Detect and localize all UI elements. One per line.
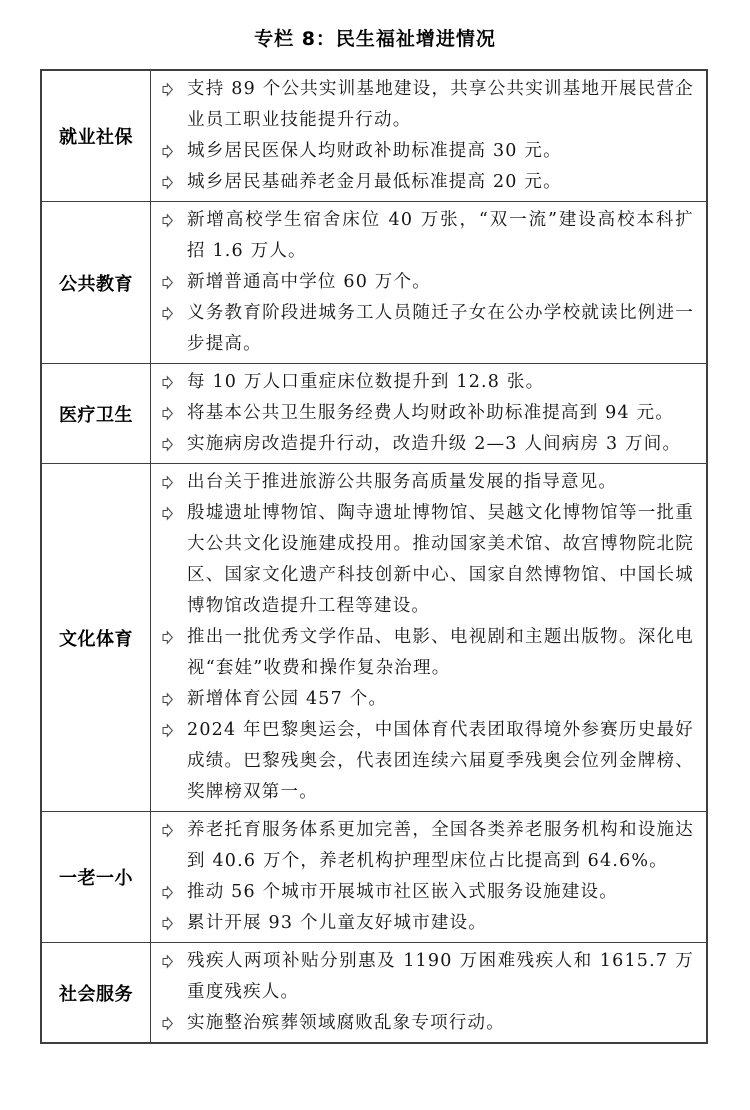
- bullet-item: [151, 622, 694, 684]
- bullet-text: 2024 年巴黎奥运会，中国体育代表团取得境外参赛历史最好成绩。巴黎残奥会，代表团连续六届夏季残奥会位列金牌榜、奖牌榜双第一。: [187, 720, 694, 802]
- bullet-text: 城乡居民医保人均财政补助标准提高 30 元。: [187, 141, 562, 161]
- bullet-text: 殷墟遗址博物馆、陶寺遗址博物馆、吴越文化博物馆等一批重大公共文化设施建成投用。推动国家美术馆、故宫博物院北院区、国家文化遗产科技创新中心、国家自然博物馆、中国长城博物馆改造提升工程等建设。: [187, 503, 694, 616]
- arrow-bullet-icon: [161, 1016, 174, 1031]
- bullet-item: [151, 498, 694, 622]
- category-items: [151, 70, 708, 202]
- bullet-item: [151, 815, 694, 877]
- bullet-text: 义务教育阶段进城务工人员随迁子女在公办学校就读比例进一步提高。: [187, 303, 694, 354]
- category-items: [151, 812, 708, 943]
- bullet-item: [151, 298, 694, 360]
- bullet-item: [151, 398, 694, 429]
- arrow-bullet-icon: [161, 306, 174, 321]
- arrow-bullet-icon: [161, 630, 174, 645]
- bullet-text: 城乡居民基础养老金月最低标准提高 20 元。: [187, 172, 562, 192]
- bullet-item: [151, 167, 694, 198]
- arrow-bullet-icon: [161, 692, 174, 707]
- arrow-bullet-icon: [161, 437, 174, 452]
- table-row-1: [41, 202, 707, 364]
- bullet-text: 出台关于推进旅游公共服务高质量发展的指导意见。: [187, 472, 618, 492]
- table-row-2: [41, 364, 707, 464]
- bullet-item: [151, 946, 694, 1008]
- category-label: 医疗卫生: [41, 364, 151, 464]
- bullet-text: 推出一批优秀文学作品、电影、电视剧和主题出版物。深化电视“套娃”收费和操作复杂治理。: [187, 627, 694, 678]
- category-items: [151, 943, 708, 1044]
- arrow-bullet-icon: [161, 475, 174, 490]
- bullet-text: 实施整治殡葬领域腐败乱象专项行动。: [187, 1013, 505, 1033]
- bullet-text: 推动 56 个城市开展城市社区嵌入式服务设施建设。: [187, 882, 618, 902]
- category-items: [151, 364, 708, 464]
- arrow-bullet-icon: [161, 823, 174, 838]
- table-row-0: [41, 70, 707, 202]
- category-label: 公共教育: [41, 202, 151, 364]
- category-label: 文化体育: [41, 464, 151, 812]
- category-label: 社会服务: [41, 943, 151, 1044]
- arrow-bullet-icon: [161, 144, 174, 159]
- bullet-item: [151, 684, 694, 715]
- welfare-table: [40, 69, 708, 1044]
- welfare-table-body: [41, 70, 707, 1043]
- bullet-item: [151, 74, 694, 136]
- arrow-bullet-icon: [161, 916, 174, 931]
- bullet-item: [151, 467, 694, 498]
- bullet-item: [151, 136, 694, 167]
- page-title: 专栏 8：民生福祉增进情况: [254, 28, 496, 50]
- bullet-text: 养老托育服务体系更加完善，全国各类养老服务机构和设施达到 40.6 万个，养老机构护理型床位占比提高到 64.6%。: [187, 820, 694, 871]
- bullet-text: 支持 89 个公共实训基地建设，共享公共实训基地开展民营企业员工职业技能提升行动。: [187, 79, 694, 130]
- arrow-bullet-icon: [161, 175, 174, 190]
- bullet-item: [151, 1008, 694, 1039]
- arrow-bullet-icon: [161, 275, 174, 290]
- bullet-text: 将基本公共卫生服务经费人均财政补助标准提高到 94 元。: [187, 403, 674, 423]
- bullet-text: 新增高校学生宿舍床位 40 万张，“双一流”建设高校本科扩招 1.6 万人。: [187, 210, 694, 261]
- bullet-text: 每 10 万人口重症床位数提升到 12.8 张。: [187, 372, 545, 392]
- arrow-bullet-icon: [161, 406, 174, 421]
- table-row-3: [41, 464, 707, 812]
- arrow-bullet-icon: [161, 82, 174, 97]
- bullet-item: [151, 715, 694, 808]
- bullet-item: [151, 429, 694, 460]
- arrow-bullet-icon: [161, 885, 174, 900]
- arrow-bullet-icon: [161, 213, 174, 228]
- category-label: 一老一小: [41, 812, 151, 943]
- bullet-item: [151, 267, 694, 298]
- bullet-item: [151, 205, 694, 267]
- bullet-item: [151, 877, 694, 908]
- table-row-5: [41, 943, 707, 1044]
- bullet-text: 残疾人两项补贴分别惠及 1190 万困难残疾人和 1615.7 万重度残疾人。: [187, 951, 694, 1002]
- table-row-4: [41, 812, 707, 943]
- category-items: [151, 464, 708, 812]
- category-items: [151, 202, 708, 364]
- bullet-item: [151, 367, 694, 398]
- arrow-bullet-icon: [161, 954, 174, 969]
- bullet-text: 实施病房改造提升行动，改造升级 2—3 人间病房 3 万间。: [187, 434, 682, 454]
- bullet-item: [151, 908, 694, 939]
- bullet-text: 新增普通高中学位 60 万个。: [187, 272, 431, 292]
- category-label: 就业社保: [41, 70, 151, 202]
- arrow-bullet-icon: [161, 375, 174, 390]
- bullet-text: 新增体育公园 457 个。: [187, 689, 388, 709]
- bullet-text: 累计开展 93 个儿童友好城市建设。: [187, 913, 487, 933]
- arrow-bullet-icon: [161, 723, 174, 738]
- arrow-bullet-icon: [161, 506, 174, 521]
